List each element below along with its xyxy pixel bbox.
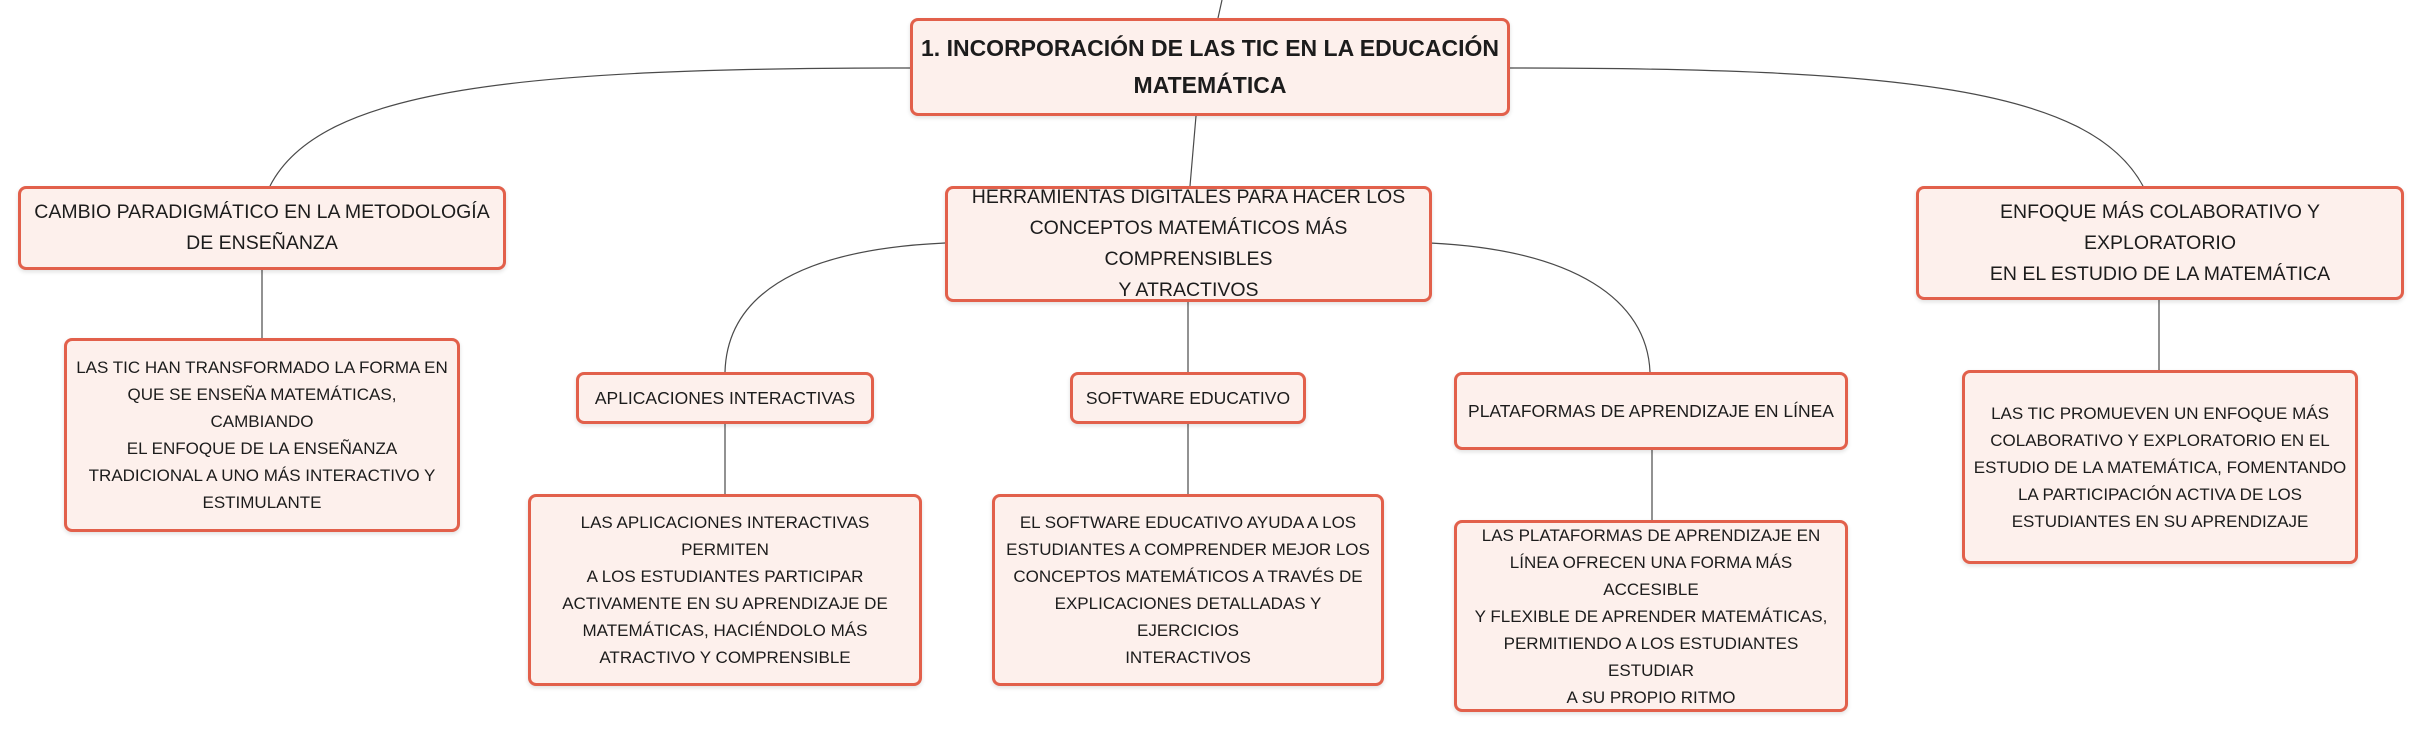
detail-line: CONCEPTOS MATEMÁTICOS A TRAVÉS DE [1013, 567, 1363, 586]
detail-node-interactive-apps[interactable] [528, 494, 922, 686]
topic-node-collaborative-approach[interactable] [1916, 186, 2404, 300]
connector-center-to-platforms [1430, 243, 1650, 372]
topic-line: CAMBIO PARADIGMÁTICO EN LA METODOLOGÍA [34, 201, 490, 223]
detail-line: LAS APLICACIONES INTERACTIVAS PERMITEN [580, 513, 870, 559]
topic-line: ENFOQUE MÁS COLABORATIVO Y EXPLORATORIO [1999, 200, 2320, 254]
root-line-2: MATEMÁTICA [1133, 72, 1287, 98]
detail-line: LAS PLATAFORMAS DE APRENDIZAJE EN [1481, 525, 1821, 545]
detail-line: MATEMÁTICAS, HACIÉNDOLO MÁS [582, 621, 868, 640]
subtopic-label: SOFTWARE EDUCATIVO [1085, 387, 1291, 408]
subtopic-node-educational-software[interactable] [1070, 372, 1306, 424]
detail-node-collaborative-approach[interactable] [1962, 370, 2358, 564]
detail-line: EL ENFOQUE DE LA ENSEÑANZA [126, 439, 398, 458]
detail-node-paradigm-change[interactable] [64, 338, 460, 532]
detail-line: ESTUDIANTES EN SU APRENDIZAJE [2011, 511, 2309, 531]
detail-line: TRADICIONAL A UNO MÁS INTERACTIVO Y [88, 466, 436, 485]
connector-root-to-center-topic [1190, 116, 1196, 186]
detail-line: ESTIMULANTE [202, 493, 322, 512]
subtopic-node-online-platforms[interactable] [1454, 372, 1848, 450]
detail-line: ACTIVAMENTE EN SU APRENDIZAJE DE [562, 594, 888, 613]
detail-line: LÍNEA OFRECEN UNA FORMA MÁS ACCESIBLE [1509, 552, 1793, 599]
detail-line: PERMITIENDO A LOS ESTUDIANTES ESTUDIAR [1503, 633, 1799, 680]
detail-line: EL SOFTWARE EDUCATIVO AYUDA A LOS [1019, 513, 1357, 532]
detail-line: LAS TIC PROMUEVEN UN ENFOQUE MÁS [1991, 403, 2329, 423]
connector-root-to-left-topic [270, 68, 910, 186]
detail-line: ESTUDIO DE LA MATEMÁTICA, FOMENTANDO [1973, 457, 2347, 477]
detail-line: A LOS ESTUDIANTES PARTICIPAR [586, 567, 864, 586]
connector-root-to-right-topic [1510, 68, 2143, 186]
detail-node-online-platforms[interactable] [1454, 520, 1848, 712]
topic-node-digital-tools[interactable] [945, 186, 1432, 302]
root-node[interactable] [910, 18, 1510, 116]
connector-center-to-apps [725, 243, 945, 372]
subtopic-label: APLICACIONES INTERACTIVAS [594, 387, 856, 408]
detail-line: COLABORATIVO Y EXPLORATORIO EN EL [1990, 430, 2330, 450]
topic-line: HERRAMIENTAS DIGITALES PARA HACER LOS [971, 186, 1406, 208]
topic-line: CONCEPTOS MATEMÁTICOS MÁS COMPRENSIBLES [1029, 217, 1348, 270]
detail-node-educational-software[interactable] [992, 494, 1384, 686]
detail-line: QUE SE ENSEÑA MATEMÁTICAS, CAMBIANDO [127, 385, 397, 431]
detail-line: Y FLEXIBLE DE APRENDER MATEMÁTICAS, [1474, 606, 1828, 626]
topic-line: DE ENSEÑANZA [186, 232, 338, 254]
detail-line: INTERACTIVOS [1125, 648, 1251, 667]
detail-line: ESTUDIANTES A COMPRENDER MEJOR LOS [1006, 540, 1370, 559]
subtopic-label: PLATAFORMAS DE APRENDIZAJE EN LÍNEA [1468, 400, 1834, 421]
detail-line: ATRACTIVO Y COMPRENSIBLE [599, 648, 851, 667]
detail-line: LAS TIC HAN TRANSFORMADO LA FORMA EN [76, 358, 448, 377]
topic-line: Y ATRACTIVOS [1118, 279, 1259, 301]
root-line-1: 1. INCORPORACIÓN DE LAS TIC EN LA EDUCACIÓN [921, 35, 1500, 61]
subtopic-node-interactive-apps[interactable] [576, 372, 874, 424]
topic-node-paradigm-change[interactable] [18, 186, 506, 270]
detail-line: EXPLICACIONES DETALLADAS Y EJERCICIOS [1054, 594, 1322, 640]
detail-line: LA PARTICIPACIÓN ACTIVA DE LOS [2017, 484, 2303, 504]
topic-line: EN EL ESTUDIO DE LA MATEMÁTICA [1989, 262, 2331, 285]
connector-root-incoming [1218, 0, 1222, 18]
detail-line: A SU PROPIO RITMO [1566, 687, 1736, 707]
